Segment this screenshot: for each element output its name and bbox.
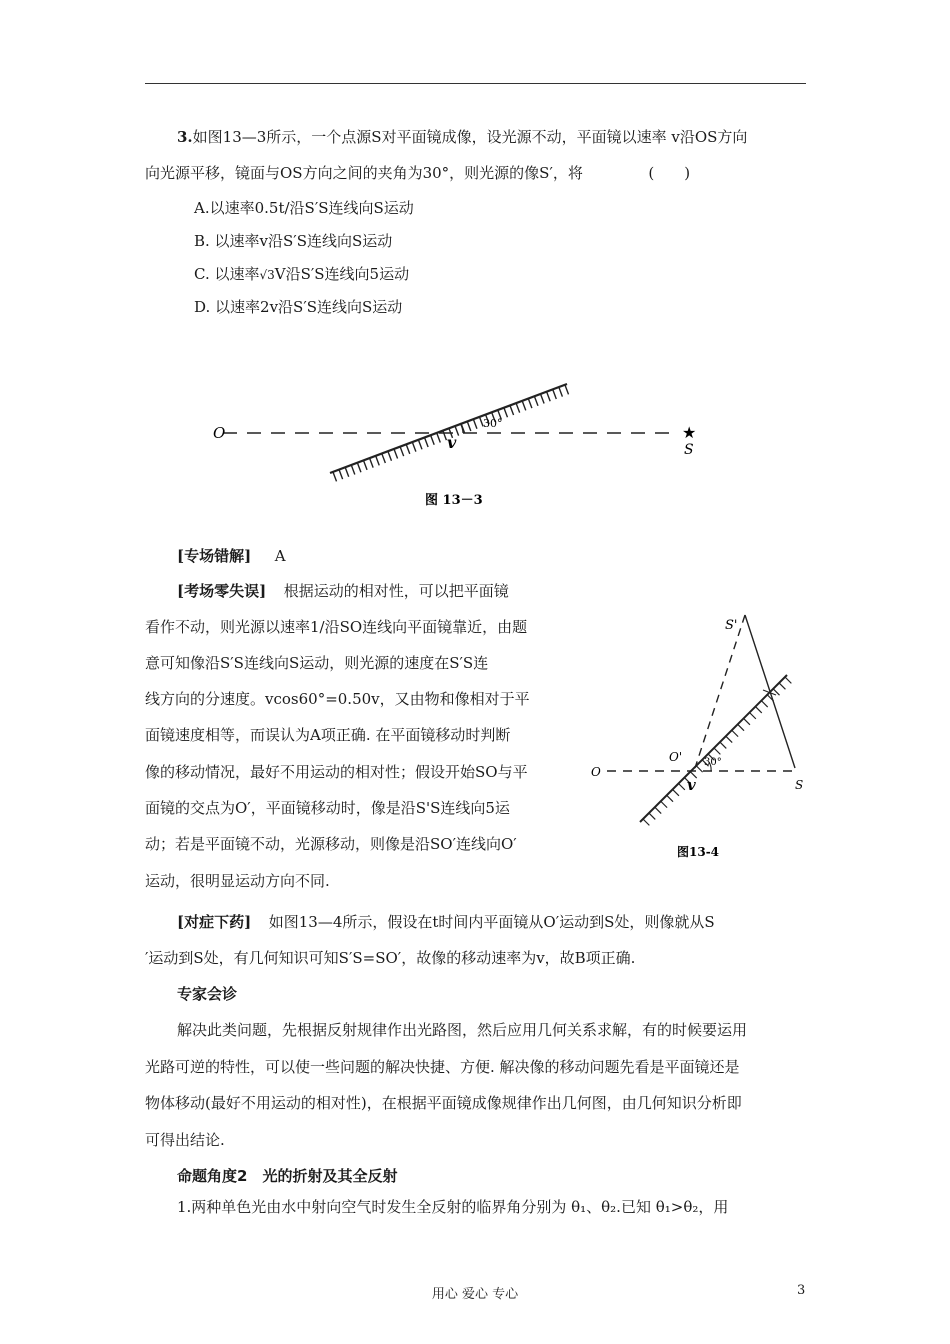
mirror-hatch [425, 438, 429, 447]
expert-line-3: 物体移动(最好不用运动的相对性)，在根据平面镜成像规律作出几何图，由几何知识分析即 [145, 1094, 742, 1112]
analysis-line-4: 线方向的分速度。vcos60°=0.50v，又由物和像相对于平 [145, 690, 530, 708]
mirror-hatch [565, 385, 569, 394]
remedy-line-1 [177, 912, 715, 932]
mirror-hatch [400, 447, 404, 456]
header-rule [145, 83, 806, 84]
mirror-hatch [528, 399, 532, 408]
mirror-hatch [714, 748, 720, 754]
option-c [194, 264, 409, 285]
mirror-hatch [750, 713, 756, 719]
section-wrong-answer [177, 546, 286, 566]
mirror-hatch [755, 707, 761, 713]
mirror-hatch [720, 742, 726, 748]
mirror-hatch [559, 387, 563, 396]
mirror-hatch [643, 819, 649, 825]
question-line-1 [177, 127, 747, 147]
option-d: D. 以速率2v沿S′S连线向S运动 [194, 298, 403, 316]
mirror-hatch [761, 701, 767, 707]
mirror-hatch [661, 801, 667, 807]
expert-line-2: 光路可逆的特性，可以使一些问题的解决快捷、方便. 解决像的移动问题先看是平面镜还是 [145, 1058, 740, 1076]
analysis-line-1 [177, 581, 509, 601]
remedy-line-2: ′运动到S处，有几何知识可知S′S=SO′，故像的移动速率为v，故B项正确. [145, 949, 636, 967]
mirror-hatch [679, 784, 685, 790]
question-text-1: 如图13—3所示，一个点源S对平面镜成像，设光源不动，平面镜以速率 v沿OS方向 [192, 128, 748, 146]
mirror-hatch [431, 435, 435, 444]
question-line-2 [145, 163, 690, 183]
label-v: v [687, 776, 696, 794]
option-c-rest: V沿S′S连线向5运动 [274, 265, 410, 283]
label-angle: 30° [483, 417, 503, 430]
mirror-hatch [467, 422, 471, 431]
analysis-label: [考场零失误] [177, 582, 267, 600]
mirror-hatch [437, 433, 441, 442]
topic-line-1: 1.两种单色光由水中射向空气时发生全反射的临界角分别为 θ₁、θ₂.已知 θ₁>θ₂，用 [177, 1198, 729, 1216]
mirror-hatch [418, 440, 422, 449]
label-o: O [591, 765, 601, 779]
figure-caption: 图 13－3 [425, 493, 483, 508]
analysis-line-9: 运动，很明显运动方向不同. [145, 872, 330, 890]
sqrt3: √3 [259, 268, 275, 282]
mirror-hatch [473, 419, 477, 428]
mirror-hatch [357, 463, 361, 472]
label-sprime: S' [725, 618, 738, 633]
mirror-hatch [443, 431, 447, 440]
mirror-hatch [655, 807, 661, 813]
mirror-hatch [534, 396, 538, 405]
mirror-hatch [351, 465, 355, 474]
mirror-hatch [339, 470, 343, 479]
analysis-line-3: 意可知像沿S′S连线向S运动，则光源的速度在S′S连 [145, 654, 489, 672]
mirror-hatch [541, 394, 545, 403]
figure-13-4 [585, 600, 815, 870]
mirror-hatch [522, 401, 526, 410]
mirror-hatch [388, 451, 392, 460]
wrong-answer-value: A [274, 547, 286, 565]
label-angle: 30° [704, 757, 722, 768]
question-number: 3. [177, 128, 193, 146]
analysis-text-1: 根据运动的相对性，可以把平面镜 [283, 582, 509, 600]
mirror [640, 675, 791, 825]
label-s: S [684, 442, 694, 458]
expert-line-4: 可得出结论. [145, 1131, 225, 1149]
mirror-hatch [744, 718, 750, 724]
mirror-hatch [547, 392, 551, 401]
mirror-hatch [553, 390, 557, 399]
mirror-hatch [649, 813, 655, 819]
mirror-hatch [696, 766, 702, 772]
expert-line-1: 解决此类问题，先根据反射规律作出光路图，然后应用几何关系求解，有的时候要运用 [177, 1021, 748, 1039]
label-s: S [795, 778, 804, 792]
analysis-line-5: 面镜速度相等，而误认为A项正确. 在平面镜移动时判断 [145, 726, 511, 744]
analysis-line-8: 动；若是平面镜不动，光源移动，则像是沿SO′连线向O′ [145, 835, 517, 853]
footer-text: 用心 爱心 专心 [431, 1287, 519, 1302]
remedy-label: [对症下药] [177, 913, 252, 931]
mirror-hatch [382, 454, 386, 463]
mirror-hatch [376, 456, 380, 465]
mirror-hatch [394, 449, 398, 458]
image-lines [695, 615, 795, 768]
mirror-hatch [673, 789, 679, 795]
figure-caption: 图13-4 [677, 845, 720, 859]
option-c-prefix: C. 以速率 [194, 265, 260, 283]
mirror-hatch [667, 795, 673, 801]
remedy-text-1: 如图13—4所示，假设在t时间内平面镜从O′运动到S处，则像就从S [268, 913, 715, 931]
mirror-hatch [504, 408, 508, 417]
mirror-hatch [779, 683, 785, 689]
label-v: v [447, 433, 457, 452]
mirror-hatch [510, 406, 514, 415]
mirror-hatch [406, 445, 410, 454]
topic-title: 命题角度2 光的折射及其全反射 [177, 1167, 398, 1185]
mirror-hatch [412, 442, 416, 451]
mirror-hatch [726, 736, 732, 742]
option-b: B. 以速率v沿S′S连线向S运动 [194, 232, 393, 250]
analysis-line-6: 像的移动情况，最好不用运动的相对性；假设开始SO与平 [145, 763, 528, 781]
answer-paren: ( ) [648, 164, 691, 182]
label-oprime: O' [669, 750, 683, 764]
question-text-2: 向光源平移，镜面与OS方向之间的夹角为30°，则光源的像S′，将 [145, 164, 583, 182]
figure-13-3 [195, 370, 725, 515]
source-star-icon: ★ [682, 423, 697, 442]
mirror-hatch [364, 461, 368, 470]
page-number: 3 [797, 1283, 806, 1298]
mirror-hatch [516, 403, 520, 412]
analysis-line-7: 面镜的交点为O′，平面镜移动时，像是沿S'S连线向5运 [145, 799, 510, 817]
wrong-answer-label: [专场错解] [177, 547, 252, 565]
mirror-hatch [345, 467, 349, 476]
mirror-hatch [732, 730, 738, 736]
mirror-hatch [738, 724, 744, 730]
mirror-hatch [333, 472, 337, 481]
expert-title: 专家会诊 [177, 985, 238, 1003]
analysis-line-2: 看作不动，则光源以速率1/沿SO连线向平面镜靠近，由题 [145, 618, 528, 636]
mirror-hatch [370, 458, 374, 467]
mirror-hatch [785, 677, 791, 683]
option-a: A.以速率0.5t/沿S′S连线向S运动 [194, 199, 414, 217]
label-o: O [213, 424, 226, 442]
